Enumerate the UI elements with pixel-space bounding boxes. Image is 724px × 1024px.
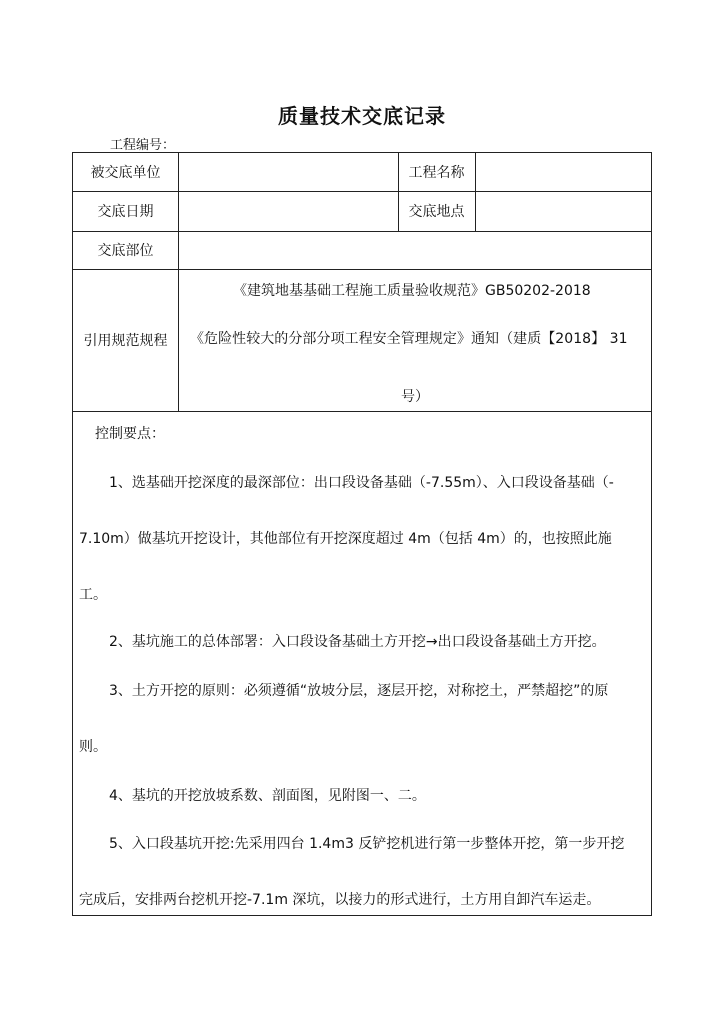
project-name-label: 工程名称 (408, 165, 465, 181)
disclosure-part-label: 交底部位 (97, 243, 154, 259)
body-line: 完成后，安排两台挖机开挖-7.1m 深坑，以接力的形式进行，土方用自卸汽车运走。 (79, 892, 601, 908)
receiving-unit-value (178, 153, 398, 191)
body-line: 5、入口段基坑开挖:先采用四台 1.4m3 反铲挖机进行第一步整体开挖，第一步开挖 (109, 836, 625, 852)
row-divider (73, 411, 651, 412)
standard-line: 《建筑地基基础工程施工质量验收规范》GB50202-2018 (233, 283, 591, 299)
disclosure-part-value (178, 231, 651, 269)
receiving-unit-label: 被交底单位 (90, 165, 161, 181)
disclosure-location-label: 交底地点 (408, 204, 465, 220)
project-name-value (475, 153, 651, 191)
document-title: 质量技术交底记录 (278, 104, 446, 128)
control-points-heading: 控制要点： (95, 426, 165, 442)
body-line: 7.10m）做基坑开挖设计，其他部位有开挖深度超过 4m（包括 4m）的，也按照此施 (79, 531, 612, 547)
body-line: 3、土方开挖的原则：必须遵循“放坡分层，逐层开挖，对称挖土，严禁超挖”的原 (109, 683, 609, 699)
standards-label: 引用规范规程 (83, 333, 168, 349)
body-line: 4、基坑的开挖放坡系数、剖面图，见附图一、二。 (109, 788, 426, 804)
standard-line: 《危险性较大的分部分项工程安全管理规定》通知（建质【2018】 31 (190, 331, 628, 347)
disclosure-date-value (178, 191, 398, 231)
disclosure-location-value (475, 191, 651, 231)
project-number-label: 工程编号： (110, 138, 176, 153)
body-line: 1、选基础开挖深度的最深部位：出口段设备基础（-7.55m）、入口段设备基础（- (109, 475, 614, 491)
body-line: 2、基坑施工的总体部署：入口段设备基础土方开挖→出口段设备基础土方开挖。 (109, 634, 606, 650)
standard-line: 号） (401, 389, 429, 405)
disclosure-date-label: 交底日期 (97, 204, 154, 220)
disclosure-table (72, 152, 652, 916)
body-line: 工。 (79, 587, 107, 603)
body-line: 则。 (79, 739, 107, 755)
